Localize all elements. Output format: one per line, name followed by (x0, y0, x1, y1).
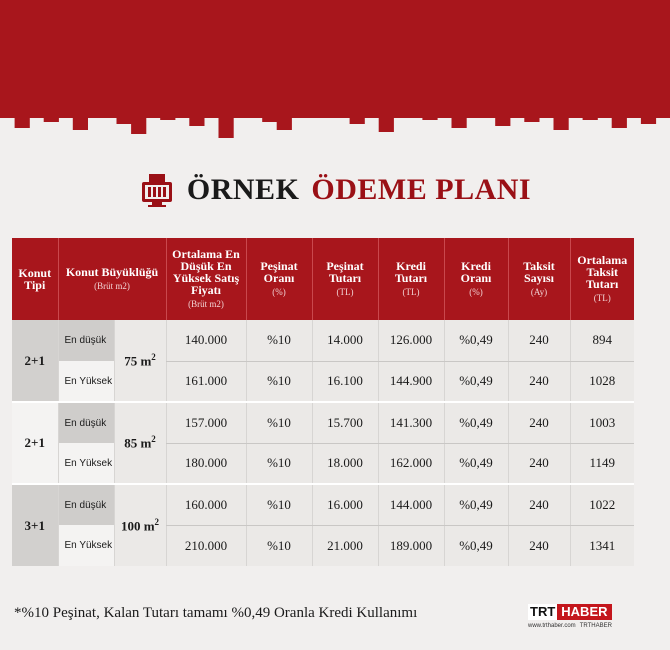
header-pesinat-orani: Peşinat Oranı (%) (246, 238, 312, 320)
table-row (12, 484, 634, 525)
pesinat-orani-cell: %10 (246, 402, 312, 443)
table-row (12, 361, 634, 402)
kredi-tutari-cell: 141.300 (378, 402, 444, 443)
konut-tipi-cell: 2+1 (12, 320, 58, 402)
table-row (12, 443, 634, 484)
skyline-building (350, 0, 365, 124)
pesinat-tutari-cell: 18.000 (312, 443, 378, 484)
city-skyline-banner (0, 0, 670, 175)
price-level-label: En Yüksek (58, 443, 114, 484)
footnote: *%10 Peşinat, Kalan Tutarı tamamı %0,49 Oranla Kredi Kullanımı (14, 605, 418, 621)
skyline-building (248, 0, 263, 92)
konut-size-cell: 100 $m^2$ (114, 484, 166, 566)
table-header-row (12, 238, 634, 320)
header-taksit-sayisi: Taksit Sayısı (Ay) (508, 238, 570, 320)
skyline-building (320, 0, 335, 86)
skyline-building (466, 0, 481, 102)
skyline-building (612, 0, 627, 128)
kredi-orani-cell: %0,49 (444, 320, 508, 361)
skyline-building (58, 0, 73, 106)
skyline-building (539, 0, 554, 114)
taksit-tutari-cell: 1022 (570, 484, 634, 525)
skyline-building (655, 0, 670, 110)
header-pesinat-tutari: Peşinat Tutarı (TL) (312, 238, 378, 320)
logo-handle: TRTHABER (579, 623, 612, 629)
konut-tipi-cell: 2+1 (12, 402, 58, 484)
skyline-building (510, 0, 525, 108)
kredi-tutari-cell: 144.900 (378, 361, 444, 402)
skyline-building (306, 0, 321, 118)
skyline-building (626, 0, 641, 116)
header-konut-buyuklugu: Konut Büyüklüğü (Brüt m2) (58, 238, 166, 320)
price-cell: 210.000 (166, 525, 246, 566)
title-part-2: ÖDEME PLANI (311, 173, 532, 206)
kredi-orani-cell: %0,49 (444, 443, 508, 484)
skyline-building (0, 0, 15, 118)
skyline-building (219, 0, 234, 138)
logo-trt-text: TRT (530, 604, 556, 619)
skyline-building (233, 0, 248, 114)
taksit-sayisi-cell: 240 (508, 484, 570, 525)
page-title (0, 165, 670, 215)
pesinat-tutari-cell: 16.100 (312, 361, 378, 402)
kredi-orani-cell: %0,49 (444, 525, 508, 566)
header-kredi-orani: Kredi Oranı (%) (444, 238, 508, 320)
skyline-building (422, 0, 437, 120)
header-taksit-tutari: Ortalama Taksit Tutarı (TL) (570, 238, 634, 320)
skyline-building (379, 0, 394, 132)
title-part-1: ÖRNEK (186, 173, 300, 206)
price-level-label: En Yüksek (58, 361, 114, 402)
table-row (12, 320, 634, 361)
price-cell: 161.000 (166, 361, 246, 402)
kredi-orani-cell: %0,49 (444, 402, 508, 443)
kredi-tutari-cell: 126.000 (378, 320, 444, 361)
skyline-building (495, 0, 510, 126)
skyline-building (160, 0, 175, 120)
price-cell: 180.000 (166, 443, 246, 484)
price-level-label: En Yüksek (58, 525, 114, 566)
skyline-building (393, 0, 408, 116)
pesinat-orani-cell: %10 (246, 484, 312, 525)
taksit-tutari-cell: 1341 (570, 525, 634, 566)
skyline-building (554, 0, 569, 130)
price-level-label: En düşük (58, 484, 114, 525)
konut-size-cell: 75 $m^2$ (114, 320, 166, 402)
pesinat-tutari-cell: 21.000 (312, 525, 378, 566)
skyline-building (204, 0, 219, 104)
kredi-tutari-cell: 189.000 (378, 525, 444, 566)
taksit-sayisi-cell: 240 (508, 320, 570, 361)
taksit-tutari-cell: 1149 (570, 443, 634, 484)
taksit-sayisi-cell: 240 (508, 402, 570, 443)
payment-plan-table (12, 238, 634, 566)
skyline-building (364, 0, 379, 100)
kredi-tutari-cell: 162.000 (378, 443, 444, 484)
skyline-building (87, 0, 102, 116)
taksit-tutari-cell: 1028 (570, 361, 634, 402)
pesinat-orani-cell: %10 (246, 443, 312, 484)
konut-size-cell: 85 $m^2$ (114, 402, 166, 484)
skyline-building (437, 0, 452, 110)
header-satis-fiyati: Ortalama En Düşük En Yüksek Satış Fiyatı (Brüt m2) (166, 238, 246, 320)
skyline-building (262, 0, 277, 122)
skyline-building (277, 0, 292, 130)
kredi-tutari-cell: 144.000 (378, 484, 444, 525)
skyline-building (335, 0, 350, 112)
skyline-building (452, 0, 467, 128)
skyline-building (189, 0, 204, 126)
table-row (12, 525, 634, 566)
kredi-orani-cell: %0,49 (444, 361, 508, 402)
taksit-sayisi-cell: 240 (508, 443, 570, 484)
skyline-building (146, 0, 161, 110)
skyline-building (131, 0, 146, 134)
skyline-building (583, 0, 598, 120)
price-cell: 140.000 (166, 320, 246, 361)
pesinat-orani-cell: %10 (246, 361, 312, 402)
skyline-building (568, 0, 583, 104)
logo-url: www.trthaber.com (528, 623, 576, 629)
skyline-building (175, 0, 190, 96)
logo-haber-text: HABER (557, 604, 611, 620)
pesinat-tutari-cell: 16.000 (312, 484, 378, 525)
pesinat-tutari-cell: 15.700 (312, 402, 378, 443)
skyline-building (15, 0, 30, 128)
taksit-sayisi-cell: 240 (508, 361, 570, 402)
price-level-label: En düşük (58, 402, 114, 443)
skyline-building (597, 0, 612, 112)
taksit-tutari-cell: 894 (570, 320, 634, 361)
skyline-building (408, 0, 423, 94)
taksit-sayisi-cell: 240 (508, 525, 570, 566)
price-cell: 157.000 (166, 402, 246, 443)
skyline-building (102, 0, 117, 100)
skyline-building (44, 0, 59, 122)
skyline-building (117, 0, 132, 124)
house-payment-icon (139, 172, 175, 208)
pesinat-orani-cell: %10 (246, 320, 312, 361)
price-cell: 160.000 (166, 484, 246, 525)
skyline-building (481, 0, 496, 118)
skyline-building (73, 0, 88, 130)
skyline-building (291, 0, 306, 108)
table-row (12, 402, 634, 443)
pesinat-orani-cell: %10 (246, 525, 312, 566)
header-konut-tipi: Konut Tipi (12, 238, 58, 320)
trt-haber-logo (528, 604, 620, 632)
skyline-building (641, 0, 656, 124)
skyline-building (524, 0, 539, 122)
pesinat-tutari-cell: 14.000 (312, 320, 378, 361)
kredi-orani-cell: %0,49 (444, 484, 508, 525)
konut-tipi-cell: 3+1 (12, 484, 58, 566)
header-kredi-tutari: Kredi Tutarı (TL) (378, 238, 444, 320)
price-level-label: En düşük (58, 320, 114, 361)
taksit-tutari-cell: 1003 (570, 402, 634, 443)
skyline-building (29, 0, 44, 112)
